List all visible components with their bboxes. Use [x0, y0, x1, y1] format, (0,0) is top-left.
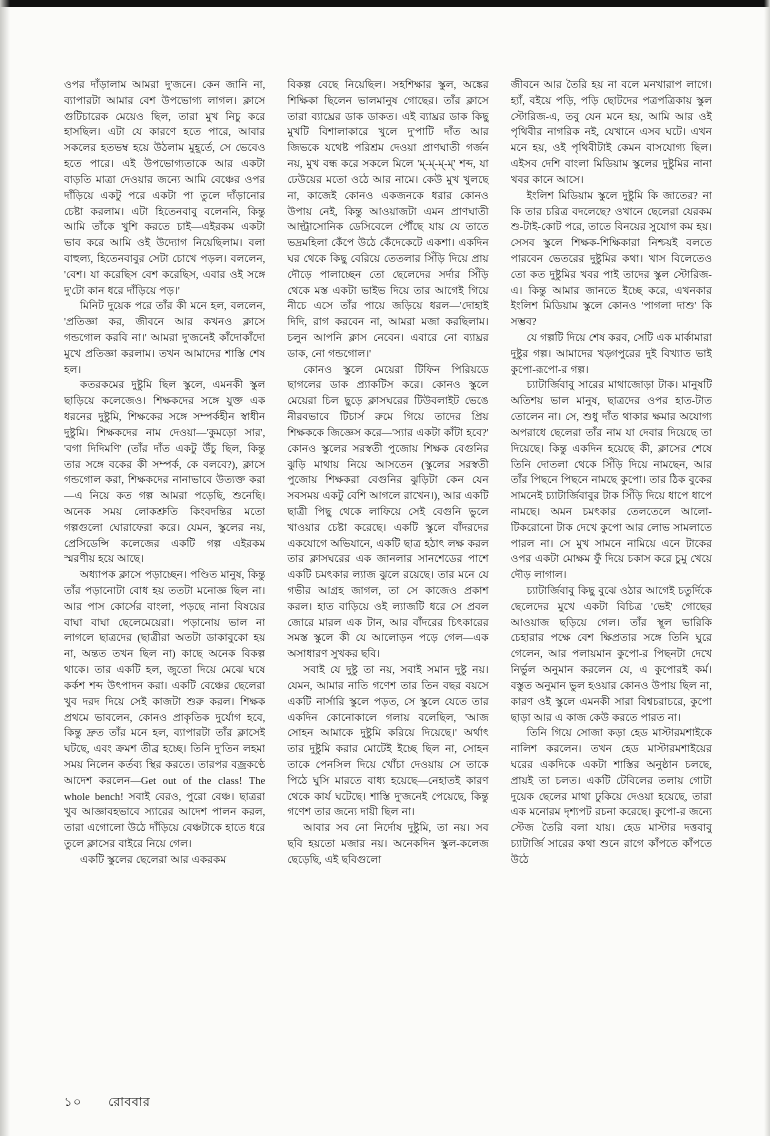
article-column-2	[287, 78, 488, 1068]
paragraph: যে গল্পটি দিয়ে শেষ করব, সেটি এক মার্কামারা দুষ্টুর গল্প। আমাদের খড়্গপুরের দুই বিখ্যাত ভাই কুপো-রূপো-র গল্প।	[510, 333, 712, 376]
paragraph: মিনিট দুয়েক পরে তাঁর কী মনে হল, বললেন, 'প্রতিজ্ঞা কর, জীবনে আর কখনও ক্লাসে গন্ডগোল করবি না।' আমরা দু'জনেই কাঁদোকাঁদো মুখে প্রতিজ্ঞা করলাম। তখন আমাদের শাস্তি শেষ হল।	[64, 301, 266, 376]
paragraph: কোনও স্কুলে মেয়েরা টিফিন পিরিয়ডে ছাগলের ডাক প্র্যাকটিস করে। কোনও স্কুলে মেয়েরা চিল ছুড়ে ক্লাসঘরের টিউবলাইট ভেঙে নীরবভাবে টিচার্স রুমে গিয়ে তাদের প্রিয় শিক্ষককে জিজ্ঞেস করে—'স্যার একটা কাঁটা হবে?' কোনও স্কুলের সরস্বতী পুজোয় শিক্ষক বেগুনির ঝুড়ি মাথায় নিয়ে আসতেন (স্কুলের সরস্বতী পুজোয় শিক্ষকরা বেগুনির ঝুড়িটা কেন যেন সবসময় একটু বেশি আগলে রাখেন।), আর একটি ছাত্রী পিছু থেকে লাফিয়ে সেই বেগুনি ভুলে খাওয়ার চেষ্টা করেছে। একটি স্কুলে বাঁদরদের একযোগে অভিযানে, একটি ছাত্র হঠাৎ লক্ষ করল তার ক্লাসঘরের এক জানলার সানশেডের পাশে একটি চমৎকার ল্যাজ ঝুলে রয়েছে। তার মনে যে গভীর আগ্রহ জাগল, তা সে কাজেও প্রকাশ করল। হাত বাড়িয়ে ওই ল্যাজটি ধরে সে প্রবল জোরে মারল এক টান, আর বাঁদরের চিৎকারের সমস্ত স্কুলে কী যে আলোড়ন পড়ে গেল—এক অসাধারণ সুখকর ছবি।	[287, 364, 489, 661]
paragraph: জীবনে আর তৈরি হয় না বলে মনখারাপ লাগে। হ্যাঁ, বইয়ে পড়ি, পড়ি ছোটদের পত্রপত্রিকায় স্কুল স্টোরিজ-এ, তবু যেন মনে হয়, আমি আর ওই পৃথিবীর নাগরিক নই, যেখানে এসব ঘটে। এখন মনে হয়, ওই পৃথিবীটাই কেমন বাসযোগ্য ছিল। এইসব দেশি বাংলা মিডিয়াম স্কুলের দুষ্টুমির নানা খবর কানে আসে।	[510, 80, 712, 186]
article-column-3	[511, 78, 712, 1068]
scan-edge-right	[764, 0, 770, 1136]
page-number: ১০	[64, 1095, 83, 1109]
paragraph: চ্যাটার্জিবাবু সারের মাথাজোড়া টাক। মানুষটি অতিশয় ভাল মানুষ, ছাত্রদের ওপর হাত-টাত তোলেন না। সে, শুধু দাঁত থাকার ক্ষমার অযোগ্য অপরাধে ছেলেরা তাঁর নাম যা দেবার দিয়েছে তা দিয়েছে। কিন্তু একদিন হয়েছে কী, ক্লাসের শেষে তিনি দোতলা থেকে সিঁড়ি দিয়ে নামছেন, আর তাঁর পিছনে পিছনে নামছে কুপো। তার ঠিক বুকের সামনেই চ্যাটার্জিবাবুর টাক সিঁড়ি দিয়ে ধাপে ধাপে নামছে। অমন চমৎকার তেলতেলে আলো-টিকরোনো টাক দেখে কুপো আর লোভ সামলাতে পারল না। সে মুখ সামনে নামিয়ে এনে টাকের ওপর একটা মোক্ষম ফুঁ দিয়ে চকাস করে চুমু খেয়ে দৌড় লাগাল।	[510, 380, 712, 582]
paragraph: ওপর দাঁড়ালাম আমরা দু'জনে। কেন জানি না, ব্যাপারটা আমার বেশ উপভোগ্য লাগল। ক্লাসে গুটিচারেক মেয়েও ছিল, তারা মুখ নিচু করে হাসছিল। এটা যে কারণে হতে পারে, আবার সকলের হতভম্ব হয়ে উঠলাম মুহূর্তে, সে ভেবেও হতে পারে। এই উপভোগ্যতাকে আর একটা বাড়তি মাত্রা দেওয়ার জন্যে আমি বেঞ্চের ওপর দাঁড়িয়ে একটু পরে একটা পা তুলে দাঁড়ানোর চেষ্টা করলাম। এটা হিতেনবাবু বলেননি, কিন্তু আমি তাঁকে খুশি করতে চাই—এইরকম একটা ভাব করে আমি ওই উদ্যোগ নিয়েছিলাম। বলা বাহুল্য, হিতেনবাবুর সেটা চোখে পড়ল। বললেন, 'বেশ। যা করেছিস বেশ করেছিস, এবার ওই সঙ্গে দু'টো কান ধরে দাঁড়িয়ে পড়।'	[64, 80, 266, 297]
paragraph: ইংলিশ মিডিয়াম স্কুলে দুষ্টুমি কি জাতের? না কি তার চরিত্র বদলেছে? ওখানে ছেলেরা যেরকম শু-টাই-কোট পরে, তাতে বিনয়ের সুযোগ কম হয়। সেসব স্কুলে শিক্ষক-শিক্ষিকারা নিশ্চয়ই বলতে পারবেন ভেতরের দুষ্টুমির কথা। খাস বিলেতেও তো কত দুষ্টুমির খবর পাই তাদের স্কুল স্টোরিজ-এ। কিন্তু আমার জানতে ইচ্ছে করে, এখনকার ইংলিশ মিডিয়াম স্কুলে কোনও 'পাগলা দাশু' কি সম্ভব?	[510, 190, 712, 329]
paragraph: আবার সব নো নির্দোষ দুষ্টুমি, তা নয়। সব ছবি হয়তো মজার নয়। অনেকদিন স্কুল-কলেজ ছেড়েছি, এই ছবিগুলো	[287, 823, 489, 866]
paragraph: কতরকমের দুষ্টুমি ছিল স্কুলে, এমনকী স্কুল ছাড়িয়ে কলেজেও। শিক্ষকদের সঙ্গে যুক্ত এক ধরনের দুষ্টুমি, শিক্ষকের সঙ্গে সম্পর্কহীন স্বাধীন দুষ্টুমি। শিক্ষকদের নাম দেওয়া—'কুমড়ো সার', 'বগা দিদিমণি' (তাঁর দাঁত একটু উঁচু ছিল, কিন্তু তার সঙ্গে বকের কী সম্পর্ক, কে বলবে?), ক্লাসে গন্ডগোল করা, শিক্ষকদের নানাভাবে উত্যক্ত করা—এ নিয়ে কত গল্প আমরা পড়েছি, শুনেছি। অনেক সময় লোকশ্রুতি কিংবদন্তির মতো গল্পগুলো ঘোরাফেরা করে। যেমন, স্কুলের নয়, প্রেসিডেন্সি কলেজের একটি গল্প এইরকম স্মরণীয় হয়ে আছে।	[64, 380, 266, 566]
paragraph: বিকল্প বেছে নিয়েছিল। সহশিক্ষার স্কুল, অঙ্কের শিক্ষিকা ছিলেন ভালমানুষ গোছের। তাঁর ক্লাসে তারা ব্যাঘ্রের ডাক ডাকত। এই ব্যাঘ্রর ডাক কিছু মুখটি বিশালাকারে খুলে দু'পাটি দাঁত আর জিভকে যথেষ্ট পরিশ্রম দেওয়া প্রাণঘাতী গর্জন নয়, মুখ বন্ধ করে সকলে মিলে 'ম্-ম্-ম্-ম্' শব্দ, যা ঢেউয়ের মতো ওঠে আর নামে। কেউ মুখ খুলছে না, কাজেই কোনও একজনকে ধরার কোনও উপায় নেই, কিন্তু আওয়াজটা এমন প্রাণঘাতী আল্ট্রাসোনিক ডেসিবেলে পৌঁছে যায় যে তাতে ভদ্রমহিলা কেঁপে উঠে কেঁদেকেটে একশা। একদিন ঘর থেকে কিছু বেরিয়ে তেতলার সিঁড়ি দিয়ে প্রায় দৌড়ে পালাচ্ছেন তো ছেলেদের সর্দার সিঁড়ি থেকে মস্ত একটা ভাইভ দিয়ে তার আগেই গিয়ে নীচে এসে তাঁর পায়ে জড়িয়ে ধরল—'দোহাই দিদি, রাগ করবেন না, আমরা মজা করছিলাম। চলুন আপনি ক্লাস নেবেন। এবারে নো ব্যাঘ্রর ডাক, নো গন্ডগোল।'	[287, 80, 489, 360]
paragraph: তিনি গিয়ে সোজা কড়া হেড মাস্টারমশাইকে নালিশ করলেন। তখন হেড মাস্টারমশাইয়ের ঘরের একদিকে একটা শাস্তির অনুষ্ঠান চলছে, প্রায়ই তা চলত। একটি টেবিলের তলায় গোটা দুয়েক ছেলের মাথা ঢুকিয়ে দেওয়া হয়েছে, তারা এক মনোরম দৃশ্যপট রচনা করেছে। কুপো-র জন্যে স্টেজ তৈরি বলা যায়। হেড মাস্টার দত্তবাবু চ্যাটার্জি সারের কথা শুনে রাগে কাঁপতে কাঁপতে উঠে	[510, 728, 712, 866]
section-label: রোববার	[108, 1095, 151, 1109]
article-column-1	[64, 78, 265, 1068]
article-body	[64, 78, 712, 1068]
paragraph: সবাই যে দুষ্টু তা নয়, সবাই সমান দুষ্টু নয়। যেমন, আমার নাতি গণেশ তার তিন বছর বয়সে একটি নার্সারি স্কুলে পড়ত, সে স্কুলে যেতে তার একদিন কোনোকালে গলায় বলেছিল, 'আজ সোহন আমাকে দুষ্টুমি করিয়ে দিয়েছে।' অর্থাৎ তার দুষ্টুমি করার মোটেই ইচ্ছে ছিল না, সোহন তাকে পেনসিল দিয়ে খোঁচা দেওয়ায় সে তাকে পিঠে ঘুসি মারতে বাধ্য হয়েছে—নেহাতই কারণ থেকে কার্য ঘটেছে। শাস্তি দু'জনেই পেয়েছে, কিন্তু গণেশ তার জন্যে দায়ী ছিল না।	[287, 665, 489, 819]
page-footer	[64, 1094, 150, 1114]
scan-edge-left	[0, 0, 10, 1136]
paragraph: চ্যাটার্জিবাবু কিছু বুঝে ওঠার আগেই চতুর্দিকে ছেলেদের মুখে একটা বিচিত্র 'ভেই' গোছের আওয়াজ ছড়িয়ে গেল। তাঁর স্থূল ভারিকি চেহারার পক্ষে বেশ ক্ষিপ্রতার সঙ্গে তিনি ঘুরে গেলেন, আর পলায়মান কুপো-র পিছনটা দেখে নির্ভুল অনুমান করলেন যে, এ কুপোরই কর্ম। বস্তুত অনুমান ভুল হওয়ার কোনও উপায় ছিল না, কারণ ওই স্কুলে এমনকী সারা বিশ্বচরাচরে, কুপো ছাড়া আর এ কাজ কেউ করতে পারত না।	[510, 586, 712, 724]
paragraph: অধ্যাপক ক্লাসে পড়াচ্ছেন। পণ্ডিত মানুষ, কিন্তু তাঁর পড়ানোটা বোধ হয় ততটা মনোজ্ঞ ছিল না। আর পাস কোর্সের বাংলা, পড়ছে নানা বিষয়ের বাঘা বাঘা ছেলেমেয়েরা। পড়ানোয় ভাল না লাগলে ছাত্রদের (ছাত্রীরা অতটা ডাকাবুকো হয় না, অন্তত তখন ছিল না) কাছে অনেক বিকল্প থাকে। তার একটি হল, জুতো দিয়ে মেঝে ঘষে কর্কশ শব্দ উৎপাদন করা। একটি বেঞ্চের ছেলেরা খুব দরদ দিয়ে সেই কাজটা শুরু করল। শিক্ষক প্রথমে ভাবলেন, কোনও প্রাকৃতিক দুর্যোগ হবে, কিন্তু দ্রুত তাঁর মনে হল, ব্যাপারটা তাঁর ক্লাসেই ঘটছে, এবং ক্রমশ তীব্র হচ্ছে। তিনি দু'তিন লহমা সময় নিলেন কর্তব্য স্থির করতে। তারপর বজ্রকণ্ঠে আদেশ করলেন—Get out of the class! The whole bench! সবাই বেরও, পুরো বেঞ্চ। ছাত্ররা খুব আজ্ঞাবহভাবে স্যারের আদেশ পালন করল, তারা এগোলো উঠে দাঁড়িয়ে বেঞ্চটাকে হাতে ধরে তুলে ক্লাসের বাইরে নিয়ে গেল।	[64, 570, 266, 850]
paragraph: একটি স্কুলের ছেলেরা আর একরকম	[80, 854, 227, 866]
scan-edge-top	[0, 0, 770, 7]
